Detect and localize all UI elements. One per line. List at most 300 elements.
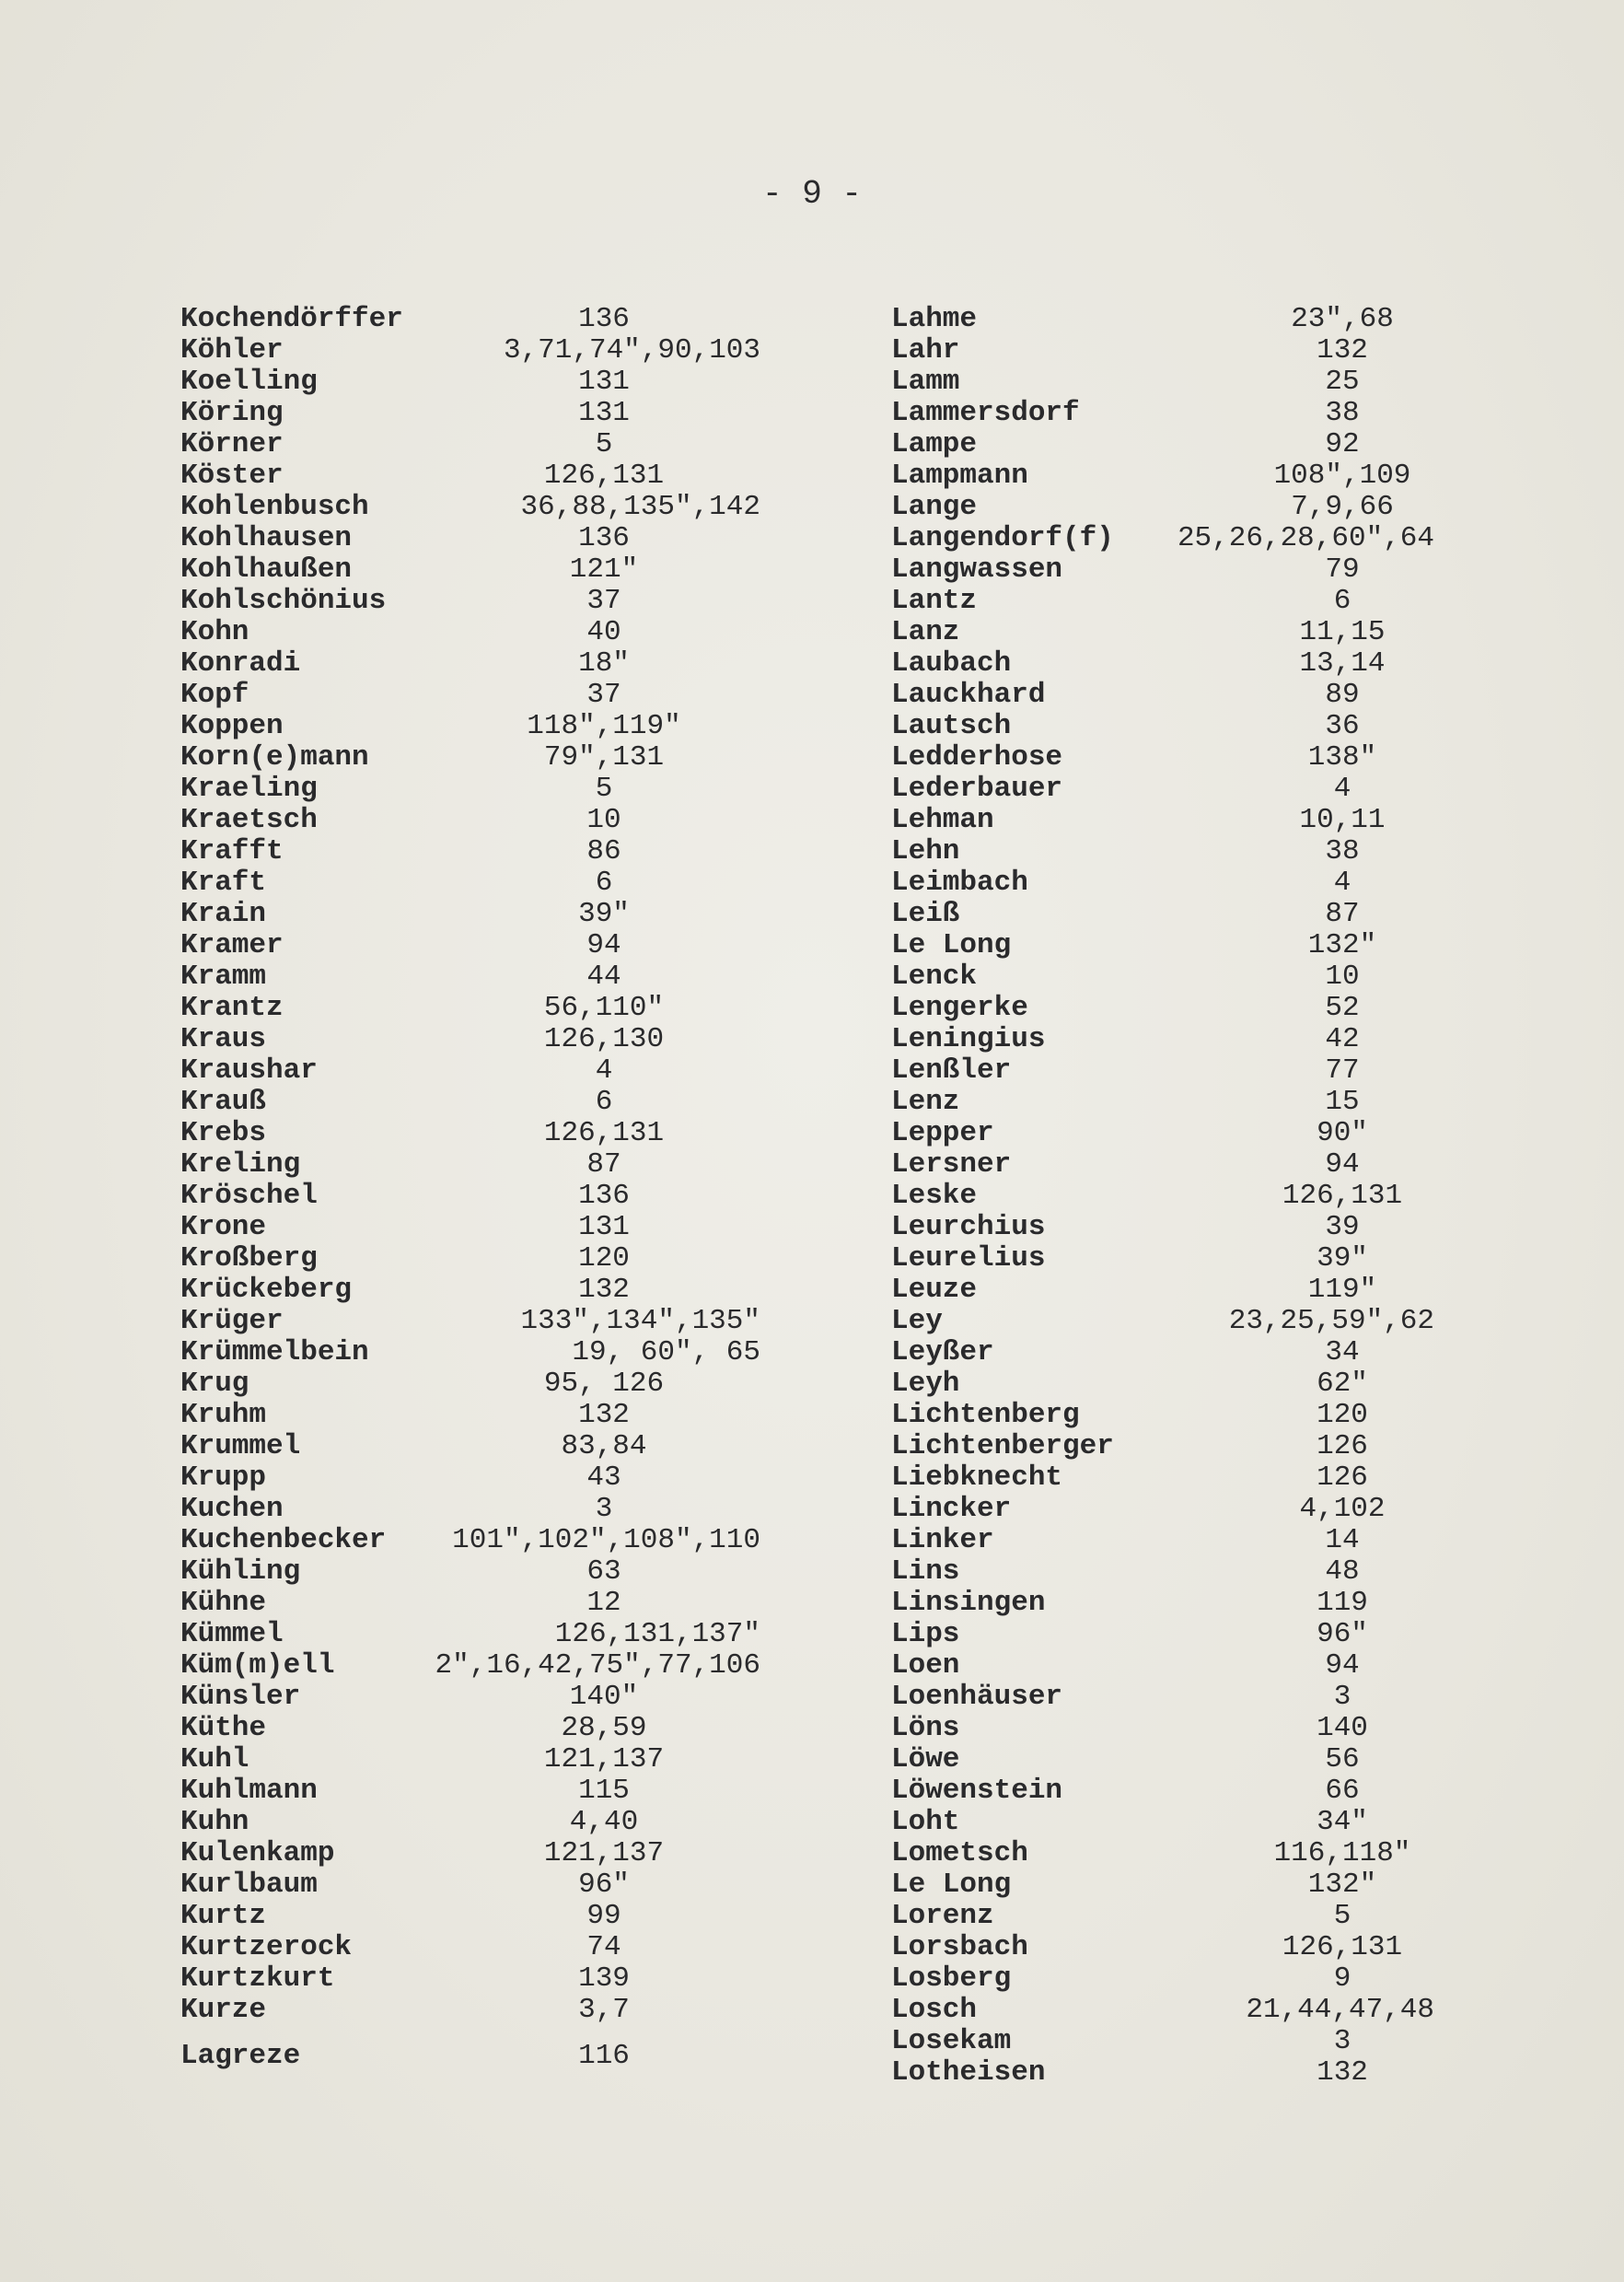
entry-name: Krug (180, 1368, 249, 1400)
entry-pages: 74 (586, 1931, 621, 1963)
entry-name: Kühling (180, 1555, 301, 1588)
entry-pages: 126,130 (543, 1023, 665, 1055)
entry-pages: 121,137 (543, 1837, 665, 1869)
entry-pages: 126,131 (1282, 1931, 1403, 1963)
entry-name: Ley (891, 1305, 943, 1337)
index-entry (891, 1149, 1499, 1181)
entry-pages: 52 (1325, 992, 1360, 1024)
entry-name: Leyßer (891, 1336, 994, 1368)
entry-pages: 101",102",108",110 (452, 1524, 760, 1556)
entry-name: Kuhn (180, 1806, 249, 1838)
index-entry (180, 1650, 899, 1682)
entry-name: Leurelius (891, 1242, 1046, 1275)
entry-pages: 133",134",135" (520, 1305, 760, 1337)
entry-name: Ledderhose (891, 741, 1063, 774)
index-entry (891, 367, 1499, 398)
entry-name: Löwe (891, 1743, 960, 1776)
entry-name: Koppen (180, 710, 284, 742)
index-entry (891, 1713, 1499, 1744)
index-entry (180, 742, 899, 774)
entry-pages: 11,15 (1299, 616, 1386, 648)
entry-name: Lahme (891, 303, 978, 335)
entry-name: Kreling (180, 1148, 301, 1181)
entry-pages: 126,131,137" (554, 1618, 760, 1650)
entry-pages: 90" (1317, 1117, 1368, 1149)
entry-name: Lotheisen (891, 2056, 1046, 2089)
entry-name: Lenck (891, 961, 978, 993)
index-entry (180, 1212, 899, 1243)
index-entry (891, 1556, 1499, 1588)
index-entry (891, 1807, 1499, 1838)
entry-pages: 108",109 (1273, 460, 1411, 492)
entry-name: Lichtenberger (891, 1430, 1114, 1462)
index-entry (891, 1619, 1499, 1650)
entry-name: Liebknecht (891, 1461, 1063, 1494)
index-entry (180, 1744, 899, 1776)
index-entry (891, 1306, 1499, 1337)
entry-pages: 4 (1333, 867, 1351, 899)
index-entry (891, 1055, 1499, 1087)
index-entry (180, 867, 899, 899)
index-entry (891, 492, 1499, 523)
index-entry (891, 335, 1499, 367)
entry-name: Lips (891, 1618, 960, 1650)
index-entry (891, 429, 1499, 460)
index-entry (180, 523, 899, 554)
entry-name: Leiß (891, 898, 960, 930)
entry-name: Kümmel (180, 1618, 284, 1650)
entry-pages: 28,59 (561, 1712, 647, 1744)
entry-pages: 131 (578, 397, 630, 429)
index-entry (180, 805, 899, 836)
entry-pages: 86 (586, 835, 621, 867)
index-entry (891, 1932, 1499, 1963)
entry-name: Kuchen (180, 1493, 284, 1525)
index-entry (891, 993, 1499, 1024)
entry-pages: 39" (578, 898, 630, 930)
index-entry (891, 398, 1499, 429)
entry-pages: 9 (1333, 1962, 1351, 1995)
index-entry (180, 993, 899, 1024)
index-entry (891, 1776, 1499, 1807)
index-entry (180, 586, 899, 617)
entry-pages: 92 (1325, 428, 1360, 460)
index-entry (891, 586, 1499, 617)
index-entry (180, 1494, 899, 1525)
entry-pages: 138" (1307, 741, 1377, 774)
index-entry (180, 1462, 899, 1494)
entry-name: Lauckhard (891, 679, 1046, 711)
entry-name: Küthe (180, 1712, 267, 1744)
entry-pages: 131 (578, 366, 630, 398)
entry-name: Leurchius (891, 1211, 1046, 1243)
entry-pages: 83,84 (561, 1430, 647, 1462)
entry-name: Krebs (180, 1117, 267, 1149)
entry-name: Lampmann (891, 460, 1028, 492)
index-entry (891, 930, 1499, 961)
index-entry (180, 492, 899, 523)
index-entry (180, 1368, 899, 1400)
index-entry (180, 1995, 899, 2026)
index-entry (891, 805, 1499, 836)
entry-pages: 121,137 (543, 1743, 665, 1776)
entry-name: Linker (891, 1524, 994, 1556)
index-entry (891, 1337, 1499, 1368)
index-entry (891, 304, 1499, 335)
entry-name: Krain (180, 898, 267, 930)
index-entry (180, 899, 899, 930)
index-entry (180, 930, 899, 961)
index-entry (891, 1682, 1499, 1713)
entry-name: Küm(m)ell (180, 1649, 335, 1682)
index-entry (891, 1462, 1499, 1494)
entry-pages: 132" (1307, 1869, 1377, 1901)
index-entry (180, 1838, 899, 1869)
index-entry (891, 711, 1499, 742)
entry-pages: 132 (578, 1274, 630, 1306)
entry-name: Losekam (891, 2025, 1012, 2057)
entry-pages: 7,9,66 (1291, 491, 1394, 523)
entry-name: Krafft (180, 835, 284, 867)
entry-pages: 89 (1325, 679, 1360, 711)
right-index-column (891, 304, 1499, 2089)
entry-name: Lehn (891, 835, 960, 867)
entry-pages: 10 (1325, 961, 1360, 993)
entry-name: Lehman (891, 804, 994, 836)
index-entry (180, 1807, 899, 1838)
entry-name: Kohlhaußen (180, 553, 353, 586)
entry-name: Loht (891, 1806, 960, 1838)
entry-name: Kraeling (180, 773, 318, 805)
entry-name: Lorsbach (891, 1931, 1028, 1963)
entry-pages: 118",119" (527, 710, 681, 742)
entry-name: Krone (180, 1211, 267, 1243)
entry-name: Lenßler (891, 1054, 1012, 1087)
entry-name: Leningius (891, 1023, 1046, 1055)
entry-pages: 4 (1333, 773, 1351, 805)
entry-name: Lenz (891, 1086, 960, 1118)
entry-name: Kuchenbecker (180, 1524, 387, 1556)
entry-pages: 132" (1307, 929, 1377, 961)
index-entry (180, 304, 899, 335)
entry-name: Le Long (891, 1869, 1012, 1901)
entry-name: Kröschel (180, 1180, 318, 1212)
entry-pages: 37 (586, 585, 621, 617)
entry-pages: 34" (1317, 1806, 1368, 1838)
index-entry (180, 1055, 899, 1087)
entry-name: Köster (180, 460, 284, 492)
entry-pages: 56,110" (543, 992, 665, 1024)
index-entry (891, 1431, 1499, 1462)
index-entry (891, 1869, 1499, 1901)
entry-pages: 2",16,42,75",77,106 (435, 1649, 760, 1682)
entry-pages: 94 (1325, 1148, 1360, 1181)
entry-name: Kruhm (180, 1399, 267, 1431)
index-entry (180, 1181, 899, 1212)
entry-pages: 79 (1325, 553, 1360, 586)
entry-pages: 116 (578, 2040, 630, 2072)
entry-name: Kraft (180, 867, 267, 899)
entry-pages: 23",68 (1291, 303, 1394, 335)
entry-pages: 14 (1325, 1524, 1360, 1556)
entry-name: Langwassen (891, 553, 1063, 586)
entry-pages: 120 (578, 1242, 630, 1275)
entry-pages: 36,88,135",142 (520, 491, 760, 523)
index-entry (180, 2041, 899, 2072)
entry-pages: 38 (1325, 397, 1360, 429)
entry-pages: 42 (1325, 1023, 1360, 1055)
entry-name: Lanz (891, 616, 960, 648)
entry-name: Losch (891, 1994, 978, 2026)
entry-name: Lautsch (891, 710, 1012, 742)
entry-pages: 79",131 (543, 741, 665, 774)
entry-name: Kuhlmann (180, 1775, 318, 1807)
index-entry (180, 1932, 899, 1963)
index-entry (180, 554, 899, 586)
entry-pages: 63 (586, 1555, 621, 1588)
entry-name: Laubach (891, 647, 1012, 680)
index-entry (180, 367, 899, 398)
entry-name: Krauß (180, 1086, 267, 1118)
entry-name: Krümmelbein (180, 1336, 369, 1368)
index-entry (891, 742, 1499, 774)
entry-pages: 25 (1325, 366, 1360, 398)
entry-name: Kochendörffer (180, 303, 403, 335)
entry-name: Loenhäuser (891, 1681, 1063, 1713)
entry-name: Krantz (180, 992, 284, 1024)
entry-name: Krupp (180, 1461, 267, 1494)
index-entry (891, 836, 1499, 867)
entry-name: Kramer (180, 929, 284, 961)
entry-name: Kroßberg (180, 1242, 318, 1275)
entry-pages: 116,118" (1273, 1837, 1411, 1869)
entry-pages: 94 (586, 929, 621, 961)
entry-name: Köhler (180, 334, 284, 367)
index-entry (891, 1181, 1499, 1212)
entry-name: Lersner (891, 1148, 1012, 1181)
entry-pages: 3 (595, 1493, 613, 1525)
index-entry (180, 398, 899, 429)
entry-name: Lahr (891, 334, 960, 367)
entry-pages: 140" (569, 1681, 639, 1713)
entry-name: Leske (891, 1180, 978, 1212)
index-entry (180, 648, 899, 680)
entry-name: Leimbach (891, 867, 1028, 899)
entry-pages: 126,131 (1282, 1180, 1403, 1212)
index-entry (180, 836, 899, 867)
entry-pages: 87 (1325, 898, 1360, 930)
entry-pages: 66 (1325, 1775, 1360, 1807)
index-entry (891, 2057, 1499, 2089)
index-entry (180, 460, 899, 492)
index-entry (891, 1400, 1499, 1431)
entry-name: Konradi (180, 647, 301, 680)
left-index-column (180, 304, 899, 2072)
entry-name: Kulenkamp (180, 1837, 335, 1869)
entry-name: Kurtz (180, 1900, 267, 1932)
index-entry (180, 1713, 899, 1744)
index-entry (180, 1776, 899, 1807)
index-entry (180, 1337, 899, 1368)
entry-name: Kopf (180, 679, 249, 711)
entry-name: Lammersdorf (891, 397, 1080, 429)
entry-name: Kohlhausen (180, 522, 353, 554)
entry-pages: 121" (569, 553, 639, 586)
entry-pages: 5 (1333, 1900, 1351, 1932)
index-entry (891, 961, 1499, 993)
entry-pages: 120 (1317, 1399, 1368, 1431)
entry-pages: 21,44,47,48 (1246, 1994, 1434, 2026)
index-entry (891, 1901, 1499, 1932)
entry-pages: 119 (1317, 1587, 1368, 1619)
entry-name: Löns (891, 1712, 960, 1744)
entry-pages: 19, 60", 65 (572, 1336, 760, 1368)
index-entry (180, 1400, 899, 1431)
entry-pages: 131 (578, 1211, 630, 1243)
index-entry (891, 1650, 1499, 1682)
index-entry (891, 1275, 1499, 1306)
entry-name: Kraetsch (180, 804, 318, 836)
entry-name: Lantz (891, 585, 978, 617)
entry-name: Krückeberg (180, 1274, 353, 1306)
entry-name: Losberg (891, 1962, 1012, 1995)
entry-pages: 5 (595, 773, 613, 805)
index-entry (180, 1087, 899, 1118)
entry-name: Kurze (180, 1994, 267, 2026)
entry-pages: 43 (586, 1461, 621, 1494)
entry-pages: 4 (595, 1054, 613, 1087)
index-entry (891, 460, 1499, 492)
index-entry (180, 1275, 899, 1306)
index-entry (891, 1087, 1499, 1118)
entry-pages: 126 (1317, 1461, 1368, 1494)
entry-pages: 15 (1325, 1086, 1360, 1118)
entry-pages: 136 (578, 303, 630, 335)
entry-name: Krüger (180, 1305, 284, 1337)
index-entry (891, 1212, 1499, 1243)
entry-name: Kohn (180, 616, 249, 648)
index-entry (891, 774, 1499, 805)
entry-name: Le Long (891, 929, 1012, 961)
entry-name: Leuze (891, 1274, 978, 1306)
index-entry (891, 1588, 1499, 1619)
index-entry (180, 1306, 899, 1337)
index-entry (180, 1556, 899, 1588)
entry-name: Lometsch (891, 1837, 1028, 1869)
entry-pages: 132 (1317, 334, 1368, 367)
entry-pages: 4,102 (1299, 1493, 1386, 1525)
entry-pages: 6 (595, 867, 613, 899)
entry-pages: 99 (586, 1900, 621, 1932)
entry-pages: 62" (1317, 1368, 1368, 1400)
index-entry (180, 1682, 899, 1713)
index-entry (891, 648, 1499, 680)
entry-pages: 39 (1325, 1211, 1360, 1243)
entry-pages: 3 (1333, 2025, 1351, 2057)
index-entry (180, 680, 899, 711)
entry-pages: 139 (578, 1962, 630, 1995)
entry-pages: 38 (1325, 835, 1360, 867)
entry-pages: 126,131 (543, 460, 665, 492)
entry-pages: 6 (595, 1086, 613, 1118)
entry-pages: 25,26,28,60",64 (1177, 522, 1434, 554)
entry-pages: 140 (1317, 1712, 1368, 1744)
index-entry (891, 1243, 1499, 1275)
entry-name: Kuhl (180, 1743, 249, 1776)
entry-name: Kühne (180, 1587, 267, 1619)
entry-name: Korn(e)mann (180, 741, 369, 774)
entry-name: Kohlenbusch (180, 491, 369, 523)
index-entry (180, 1525, 899, 1556)
entry-name: Lorenz (891, 1900, 994, 1932)
index-entry (891, 1995, 1499, 2026)
index-entry (891, 1525, 1499, 1556)
entry-pages: 13,14 (1299, 647, 1386, 680)
index-entry (180, 617, 899, 648)
entry-pages: 132 (578, 1399, 630, 1431)
entry-pages: 115 (578, 1775, 630, 1807)
index-entry (180, 1619, 899, 1650)
entry-name: Lincker (891, 1493, 1012, 1525)
entry-name: Lange (891, 491, 978, 523)
entry-name: Koelling (180, 366, 318, 398)
entry-name: Köring (180, 397, 284, 429)
entry-pages: 126,131 (543, 1117, 665, 1149)
entry-pages: 96" (578, 1869, 630, 1901)
index-entry (891, 617, 1499, 648)
entry-pages: 3,71,74",90,103 (503, 334, 760, 367)
entry-name: Körner (180, 428, 284, 460)
entry-name: Kurtzerock (180, 1931, 353, 1963)
entry-name: Leyh (891, 1368, 960, 1400)
index-entry (891, 1118, 1499, 1149)
page-number: - 9 - (761, 175, 863, 213)
entry-pages: 34 (1325, 1336, 1360, 1368)
index-entry (180, 1243, 899, 1275)
entry-pages: 6 (1333, 585, 1351, 617)
entry-pages: 87 (586, 1148, 621, 1181)
entry-pages: 48 (1325, 1555, 1360, 1588)
entry-pages: 10,11 (1299, 804, 1386, 836)
entry-pages: 95, 126 (543, 1368, 665, 1400)
entry-name: Loen (891, 1649, 960, 1682)
entry-name: Langendorf(f) (891, 522, 1114, 554)
entry-name: Löwenstein (891, 1775, 1063, 1807)
index-entry (180, 711, 899, 742)
entry-name: Kurlbaum (180, 1869, 318, 1901)
entry-pages: 5 (595, 428, 613, 460)
index-entry (891, 680, 1499, 711)
entry-name: Lins (891, 1555, 960, 1588)
index-entry (180, 1431, 899, 1462)
entry-name: Kramm (180, 961, 267, 993)
entry-pages: 44 (586, 961, 621, 993)
index-entry (180, 1963, 899, 1995)
entry-pages: 3 (1333, 1681, 1351, 1713)
entry-name: Lengerke (891, 992, 1028, 1024)
entry-pages: 23,25,59",62 (1228, 1305, 1434, 1337)
entry-name: Lederbauer (891, 773, 1063, 805)
entry-name: Lagreze (180, 2040, 301, 2072)
entry-name: Kohlschönius (180, 585, 387, 617)
entry-name: Kraushar (180, 1054, 318, 1087)
entry-pages: 4,40 (569, 1806, 639, 1838)
index-entry (180, 1149, 899, 1181)
index-entry (180, 1024, 899, 1055)
index-entry (180, 1869, 899, 1901)
entry-name: Krummel (180, 1430, 301, 1462)
index-entry (891, 523, 1499, 554)
